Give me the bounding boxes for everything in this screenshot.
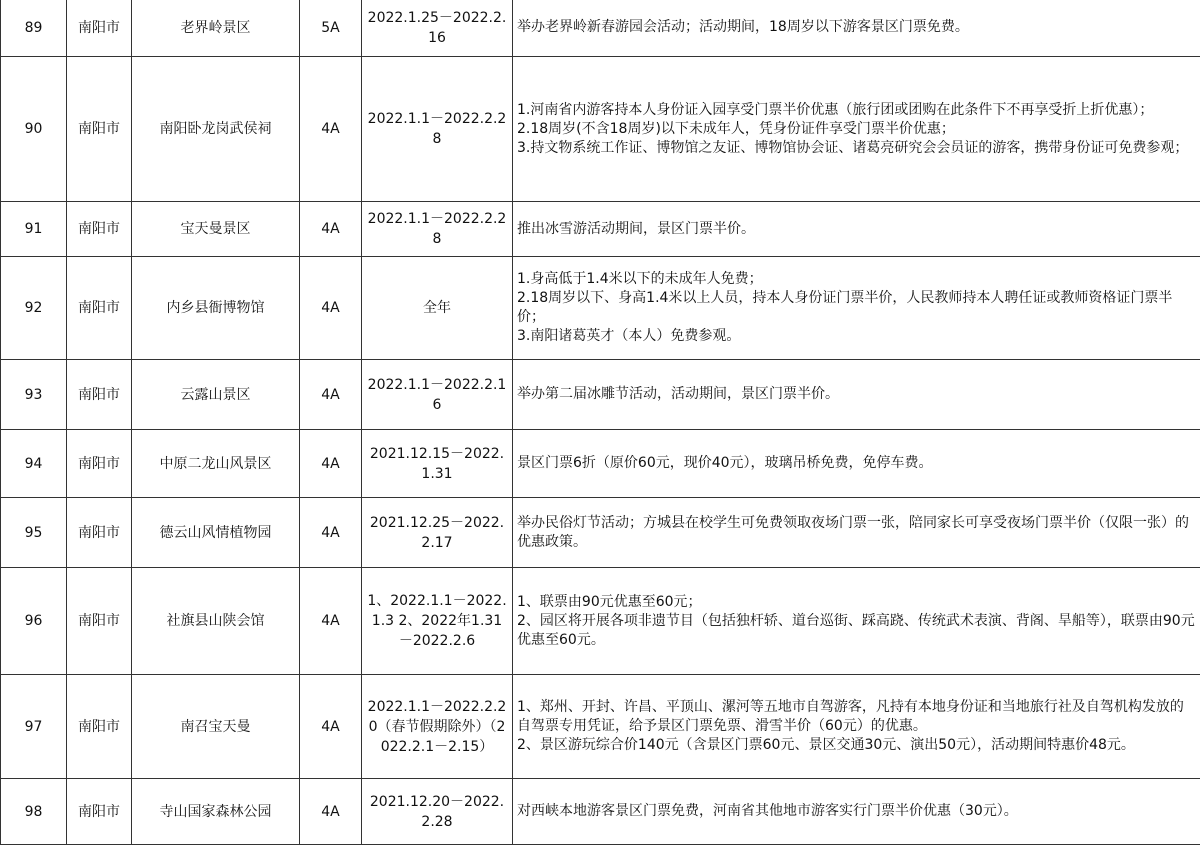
row-period: 2022.1.1－2022.2.16 bbox=[362, 360, 513, 430]
table-row bbox=[1, 498, 1200, 568]
row-city: 南阳市 bbox=[67, 675, 132, 779]
row-scenic-name: 内乡县衙博物馆 bbox=[132, 257, 300, 360]
row-level: 4A bbox=[300, 257, 362, 360]
row-level: 5A bbox=[300, 0, 362, 57]
row-number: 90 bbox=[1, 57, 67, 202]
row-number: 93 bbox=[1, 360, 67, 430]
row-city: 南阳市 bbox=[67, 360, 132, 430]
row-period: 2022.1.1－2022.2.20（春节假期除外）（2022.2.1－2.15） bbox=[362, 675, 513, 779]
row-number: 94 bbox=[1, 430, 67, 498]
row-scenic-name: 中原二龙山风景区 bbox=[132, 430, 300, 498]
row-level: 4A bbox=[300, 360, 362, 430]
row-policy: 推出冰雪游活动期间，景区门票半价。 bbox=[513, 202, 1200, 257]
row-scenic-name: 寺山国家森林公园 bbox=[132, 779, 300, 845]
row-level: 4A bbox=[300, 568, 362, 675]
row-period: 1、2022.1.1－2022.1.3 2、2022年1.31－2022.2.6 bbox=[362, 568, 513, 675]
row-period: 2022.1.1－2022.2.28 bbox=[362, 57, 513, 202]
row-level: 4A bbox=[300, 202, 362, 257]
row-scenic-name: 宝天曼景区 bbox=[132, 202, 300, 257]
row-level: 4A bbox=[300, 430, 362, 498]
row-level: 4A bbox=[300, 498, 362, 568]
row-scenic-name: 老界岭景区 bbox=[132, 0, 300, 57]
row-number: 92 bbox=[1, 257, 67, 360]
row-period: 2021.12.15－2022.1.31 bbox=[362, 430, 513, 498]
row-number: 97 bbox=[1, 675, 67, 779]
row-period: 2022.1.1－2022.2.28 bbox=[362, 202, 513, 257]
row-policy: 1、郑州、开封、许昌、平顶山、漯河等五地市自驾游客，凡持有本地身份证和当地旅行社及自驾机构发放的自驾票专用凭证，给予景区门票免票、滑雪半价（60元）的优惠。 2、景区游玩综合价140元（含景区门票60元、景区交通30元、演出50元），活动期间特惠价48元。 bbox=[513, 675, 1200, 779]
row-period: 2021.12.25－2022.2.17 bbox=[362, 498, 513, 568]
table-row bbox=[1, 568, 1200, 675]
row-city: 南阳市 bbox=[67, 498, 132, 568]
table-row bbox=[1, 57, 1200, 202]
row-policy: 对西峡本地游客景区门票免费，河南省其他地市游客实行门票半价优惠（30元）。 bbox=[513, 779, 1200, 845]
row-city: 南阳市 bbox=[67, 257, 132, 360]
row-policy: 1、联票由90元优惠至60元； 2、园区将开展各项非遗节目（包括独杆轿、道台巡街、踩高跷、传统武术表演、背阁、旱船等），联票由90元优惠至60元。 bbox=[513, 568, 1200, 675]
row-policy: 举办老界岭新春游园会活动；活动期间，18周岁以下游客景区门票免费。 bbox=[513, 0, 1200, 57]
table-row bbox=[1, 675, 1200, 779]
row-city: 南阳市 bbox=[67, 568, 132, 675]
row-policy: 景区门票6折（原价60元，现价40元），玻璃吊桥免费，免停车费。 bbox=[513, 430, 1200, 498]
table-row bbox=[1, 360, 1200, 430]
row-level: 4A bbox=[300, 57, 362, 202]
table-row bbox=[1, 257, 1200, 360]
table-row bbox=[1, 779, 1200, 845]
row-number: 91 bbox=[1, 202, 67, 257]
row-city: 南阳市 bbox=[67, 57, 132, 202]
table-body bbox=[1, 0, 1200, 845]
row-scenic-name: 德云山风情植物园 bbox=[132, 498, 300, 568]
row-city: 南阳市 bbox=[67, 202, 132, 257]
row-scenic-name: 南召宝天曼 bbox=[132, 675, 300, 779]
row-period: 全年 bbox=[362, 257, 513, 360]
row-scenic-name: 南阳卧龙岗武侯祠 bbox=[132, 57, 300, 202]
row-policy: 1.身高低于1.4米以下的未成年人免费； 2.18周岁以下、身高1.4米以上人员，持本人身份证门票半价，人民教师持本人聘任证或教师资格证门票半价； 3.南阳诸葛英才（本人）免费参观。 bbox=[513, 257, 1200, 360]
row-number: 98 bbox=[1, 779, 67, 845]
row-period: 2022.1.25－2022.2.16 bbox=[362, 0, 513, 57]
row-city: 南阳市 bbox=[67, 0, 132, 57]
row-number: 89 bbox=[1, 0, 67, 57]
row-number: 96 bbox=[1, 568, 67, 675]
row-policy: 举办民俗灯节活动；方城县在校学生可免费领取夜场门票一张，陪同家长可享受夜场门票半价（仅限一张）的优惠政策。 bbox=[513, 498, 1200, 568]
row-scenic-name: 云露山景区 bbox=[132, 360, 300, 430]
row-policy: 1.河南省内游客持本人身份证入园享受门票半价优惠（旅行团或团购在此条件下不再享受折上折优惠）； 2.18周岁(不含18周岁)以下未成年人，凭身份证件享受门票半价优惠； 3.持文物系统工作证、博物馆之友证、博物馆协会证、诸葛亮研究会会员证的游客，携带身份证可免费参观； bbox=[513, 57, 1200, 202]
row-number: 95 bbox=[1, 498, 67, 568]
row-city: 南阳市 bbox=[67, 779, 132, 845]
row-city: 南阳市 bbox=[67, 430, 132, 498]
table-row bbox=[1, 0, 1200, 57]
row-period: 2021.12.20－2022.2.28 bbox=[362, 779, 513, 845]
table-row bbox=[1, 202, 1200, 257]
row-level: 4A bbox=[300, 675, 362, 779]
row-policy: 举办第二届冰雕节活动，活动期间，景区门票半价。 bbox=[513, 360, 1200, 430]
table-row bbox=[1, 430, 1200, 498]
row-scenic-name: 社旗县山陕会馆 bbox=[132, 568, 300, 675]
row-level: 4A bbox=[300, 779, 362, 845]
